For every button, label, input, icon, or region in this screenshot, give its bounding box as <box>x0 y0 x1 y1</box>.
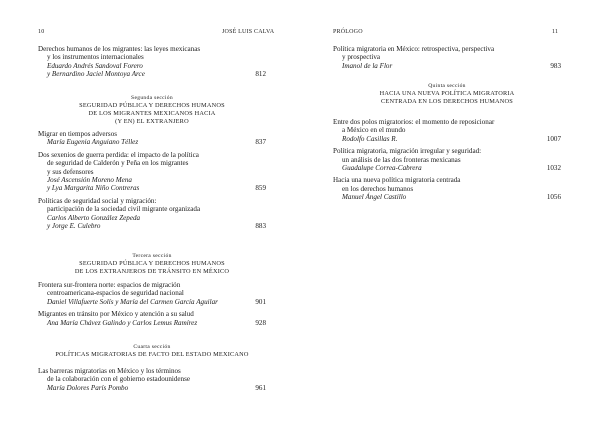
toc-entry <box>38 197 266 231</box>
section-entries <box>38 130 266 230</box>
section-label: Tercera sección <box>132 253 172 259</box>
section-title-line: HACIA UNA NUEVA POLÍTICA MIGRATORIA <box>379 90 515 97</box>
toc-entry <box>38 310 266 327</box>
entry-page-number: 1007 <box>546 134 561 143</box>
right-page <box>300 0 600 431</box>
section-entries <box>38 367 266 392</box>
entry-author-line: María Dolores París Pombo 961 <box>47 383 266 392</box>
entry-page-number: 837 <box>255 138 266 147</box>
entry-author-line: Daniel Villafuerte Solís y María del Carmen García Aguilar 901 <box>47 297 266 306</box>
entry-author-line: y Bernardino Jaciel Montoya Arce 812 <box>47 70 266 79</box>
section-title-line: SEGURIDAD PÚBLICA Y DERECHOS HUMANOS <box>79 102 225 109</box>
entry-title-line: Las barreras migratorias en México y los términos <box>38 367 181 375</box>
entry-title-line: Hacia una nueva política migratoria centrada <box>333 176 461 185</box>
entry-title-line: un análisis de las dos fronteras mexicanas <box>342 155 461 164</box>
running-head: JOSÉ LUIS CALVA <box>222 29 275 35</box>
entry-author-line: Imanol de la Flor 983 <box>342 61 561 70</box>
entry-page-number: 859 <box>255 184 266 193</box>
section-label: Segunda sección <box>131 95 173 101</box>
entry-title-line: centroamericana-espacios de seguridad nacional <box>47 289 184 298</box>
toc-entry-top <box>38 45 266 79</box>
toc-entry <box>333 147 561 172</box>
entry-author-line: María Eugenia Anguiano Téllez 837 <box>47 138 266 147</box>
entry-title-line: y los instrumentos internacionales <box>47 53 144 62</box>
section-title-line: DE LOS MIGRANTES MEXICANOS HACIA <box>88 110 216 117</box>
entry-title-line: Frontera sur-frontera norte: espacios de migración <box>38 281 181 289</box>
entry-author-line: José Ascensión Moreno Mena <box>47 176 132 185</box>
toc-entry <box>38 45 266 79</box>
entry-title-line: Migrantes en tránsito por México y atención a su salud <box>38 310 194 319</box>
entry-author-line: y Lya Margarita Niño Contreras 859 <box>47 184 266 193</box>
entry-title-line: Entre dos polos migratorios: el momento de reposicionar <box>333 118 495 126</box>
entry-page-number: 812 <box>255 70 266 79</box>
entry-page-number: 1056 <box>546 193 561 202</box>
entry-title-line: Políticas de seguridad social y migración: <box>38 196 157 205</box>
entry-author-line: Carlos Alberto González Zepeda <box>47 213 141 222</box>
toc-entry-top <box>333 45 561 70</box>
section-label: Quinta sección <box>428 83 466 89</box>
section-heading <box>38 252 266 276</box>
entry-title-line: Migrar en tiempos adversos <box>38 130 117 138</box>
entry-page-number: 901 <box>255 297 266 306</box>
entry-author-line: Guadalupe Correa-Cabrera 1032 <box>342 164 561 173</box>
entry-title-line: Derechos humanos de los migrantes: las leyes mexicanas <box>38 45 201 53</box>
section-entries <box>38 281 266 327</box>
toc-entry <box>38 367 266 392</box>
toc-entry <box>38 130 266 147</box>
entry-title-line: y sus defensores <box>47 167 94 176</box>
toc-entry <box>333 176 561 201</box>
toc-entry <box>38 281 266 306</box>
section-title-line: CENTRADA EN LOS DERECHOS HUMANOS <box>381 98 513 105</box>
page-number: 11 <box>552 29 559 35</box>
section-title-line: SEGURIDAD PÚBLICA Y DERECHOS HUMANOS <box>79 260 225 267</box>
entry-author-line: Manuel Ángel Castillo 1056 <box>342 193 561 202</box>
toc-entry <box>333 45 561 70</box>
entry-page-number: 1032 <box>546 164 561 173</box>
section-heading <box>38 343 266 359</box>
entry-page-number: 928 <box>255 318 266 327</box>
entry-title-line: Política migratoria, migración irregular y seguridad: <box>333 147 482 156</box>
entry-title-line: Dos sexenios de guerra perdida: el impacto de la política <box>38 150 199 159</box>
entry-page-number: 883 <box>255 222 266 231</box>
entry-title-line: Política migratoria en México: retrospectiva, perspectiva <box>333 45 495 53</box>
entry-page-number: 961 <box>255 383 266 392</box>
entry-title-line: a México en el mundo <box>342 126 406 135</box>
toc-entry <box>333 118 561 143</box>
entry-title-line: y prospectiva <box>342 53 381 62</box>
running-head: PRÓLOGO <box>333 29 363 35</box>
section-title-line: POLÍTICAS MIGRATORIAS DE FACTO DEL ESTADO MEXICANO <box>55 351 249 358</box>
page-number: 10 <box>38 29 45 35</box>
section-title-line: (Y EN) EL EXTRANJERO <box>115 118 189 125</box>
entry-author-line: Ana María Chávez Galindo y Carlos Lemus Ramírez 928 <box>47 318 266 327</box>
section-heading <box>333 82 561 106</box>
section-entries <box>333 118 561 202</box>
entry-title-line: de seguridad de Calderón y Peña en los migrantes <box>47 159 189 168</box>
entry-title-line: en los derechos humanos <box>342 184 414 193</box>
entry-author-line: Rodolfo Casillas R. 1007 <box>342 134 561 143</box>
entry-title-line: participación de la sociedad civil migrante organizada <box>47 205 201 214</box>
entry-page-number: 983 <box>550 61 561 70</box>
section-title-line: DE LOS EXTRANJEROS DE TRÁNSITO EN MÉXICO <box>74 268 230 275</box>
entry-author-line: Eduardo Andrés Sandoval Forero <box>47 61 143 70</box>
section-heading <box>38 94 266 126</box>
toc-entry <box>38 151 266 193</box>
entry-title-line: de la colaboración con el gobierno estadounidense <box>47 375 191 384</box>
section-label: Cuarta sección <box>133 344 171 350</box>
entry-author-line: y Jorge E. Culebro 883 <box>47 222 266 231</box>
